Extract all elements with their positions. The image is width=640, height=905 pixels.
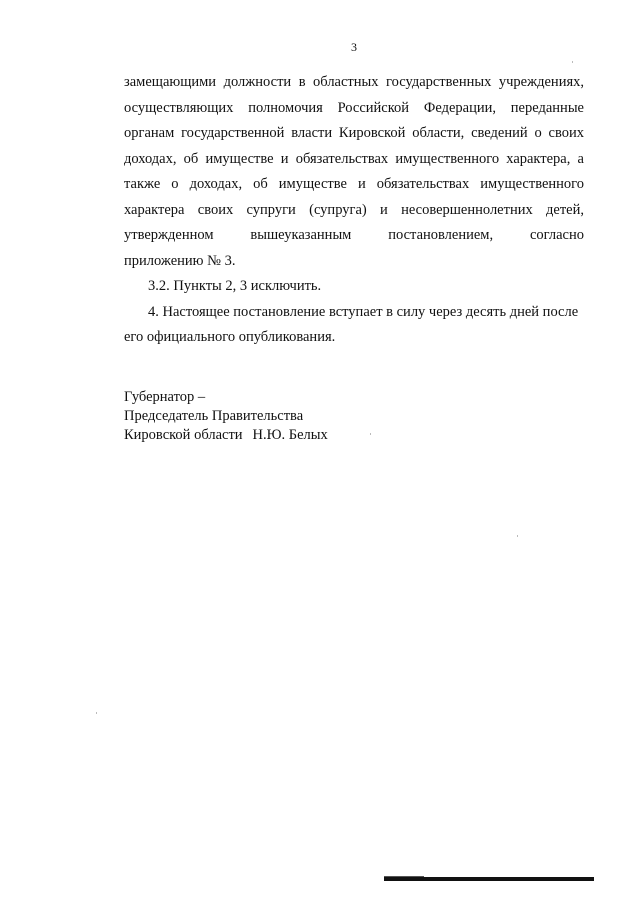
paragraph-line: характера своих супруги (супруга) и несовершеннолетних детей,: [124, 201, 584, 218]
signature-org-line: [124, 426, 484, 445]
signature-org: Кировской области: [124, 427, 243, 443]
signature-name: Н.Ю. Белых: [252, 427, 328, 443]
item-4-line: его официального опубликования.: [124, 329, 336, 345]
scan-speck: [517, 535, 518, 537]
scan-speck: [96, 712, 97, 714]
paragraph-line: утвержденном вышеуказанным постановлением, согласно: [124, 227, 584, 243]
page-number: 3: [351, 40, 357, 54]
paragraph-line: органам государственной власти Кировской области, сведений о своих: [124, 125, 584, 141]
paragraph-line: осуществляющих полномочия Российской Федерации, переданные: [124, 99, 584, 116]
item-3-2: 3.2. Пункты 2, 3 исключить.: [148, 278, 322, 294]
signature-title: Губернатор –: [124, 389, 206, 405]
paragraph-line: замещающими должности в областных государственных учреждениях,: [124, 74, 584, 90]
paragraph-line: доходах, об имуществе и обязательствах имущественного характера, а: [124, 150, 584, 167]
scan-speck: [370, 433, 371, 435]
paragraph-line: также о доходах, об имуществе и обязательствах имущественного: [124, 176, 584, 192]
paragraph-line: приложению № 3.: [124, 252, 236, 269]
item-4-line: 4. Настоящее постановление вступает в силу через десять дней после: [148, 303, 579, 320]
scan-speck: [572, 61, 573, 63]
signature-position: Председатель Правительства: [124, 408, 304, 424]
signature-block: [124, 388, 484, 445]
bottom-rule: [384, 877, 594, 881]
document-body: [124, 70, 584, 351]
